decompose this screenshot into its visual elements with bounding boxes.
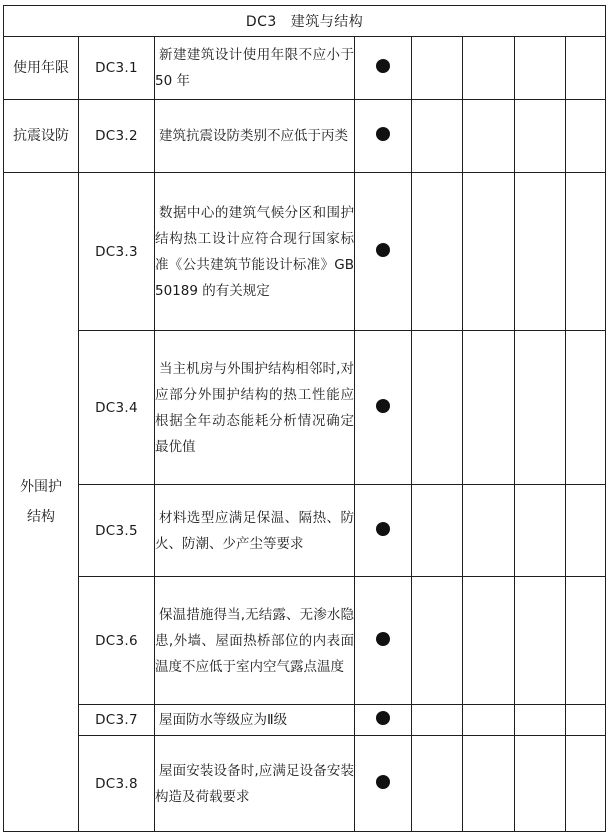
requirement-text: 材料选型应满足保温、隔热、防火、防潮、少产尘等要求 xyxy=(155,485,355,577)
table-row xyxy=(4,705,606,736)
empty-cell xyxy=(412,736,463,832)
empty-cell xyxy=(515,485,566,577)
section-code: DC3 xyxy=(245,14,277,30)
table-row xyxy=(4,736,606,832)
item-code: DC3.7 xyxy=(79,705,155,736)
empty-cell xyxy=(463,577,515,705)
empty-cell xyxy=(515,577,566,705)
mark-cell xyxy=(355,485,412,577)
empty-cell xyxy=(412,577,463,705)
item-code: DC3.8 xyxy=(79,736,155,832)
mark-cell xyxy=(355,705,412,736)
empty-cell xyxy=(412,331,463,485)
empty-cell xyxy=(566,37,606,100)
empty-cell xyxy=(412,100,463,173)
empty-cell xyxy=(412,37,463,100)
empty-cell xyxy=(463,485,515,577)
category-seismic: 抗震设防 xyxy=(4,100,79,173)
empty-cell xyxy=(566,331,606,485)
mark-cell xyxy=(355,100,412,173)
empty-cell xyxy=(515,100,566,173)
empty-cell xyxy=(515,736,566,832)
mark-cell xyxy=(355,173,412,331)
empty-cell xyxy=(412,173,463,331)
empty-cell xyxy=(566,736,606,832)
required-dot-icon xyxy=(376,399,390,413)
empty-cell xyxy=(463,331,515,485)
empty-cell xyxy=(566,173,606,331)
section-name: 建筑与结构 xyxy=(290,14,364,30)
empty-cell xyxy=(463,705,515,736)
item-code: DC3.3 xyxy=(79,173,155,331)
category-envelope-line1: 外围护 xyxy=(20,479,62,495)
table-row xyxy=(4,485,606,577)
mark-cell xyxy=(355,37,412,100)
requirement-text: 数据中心的建筑气候分区和围护结构热工设计应符合现行国家标准《公共建筑节能设计标准》GB 50189 的有关规定 xyxy=(155,173,355,331)
empty-cell xyxy=(515,37,566,100)
empty-cell xyxy=(566,485,606,577)
required-dot-icon xyxy=(376,522,390,536)
required-dot-icon xyxy=(376,243,390,257)
requirements-table xyxy=(3,5,606,832)
item-code: DC3.2 xyxy=(79,100,155,173)
required-dot-icon xyxy=(376,632,390,646)
required-dot-icon xyxy=(376,711,390,725)
requirement-text: 建筑抗震设防类别不应低于丙类 xyxy=(155,100,355,173)
empty-cell xyxy=(463,100,515,173)
empty-cell xyxy=(566,577,606,705)
table-row xyxy=(4,100,606,173)
category-envelope xyxy=(4,173,79,832)
required-dot-icon xyxy=(376,127,390,141)
required-dot-icon xyxy=(376,775,390,789)
requirement-text: 屋面安装设备时,应满足设备安装构造及荷载要求 xyxy=(155,736,355,832)
mark-cell xyxy=(355,577,412,705)
empty-cell xyxy=(515,331,566,485)
empty-cell xyxy=(515,173,566,331)
item-code: DC3.5 xyxy=(79,485,155,577)
table-row xyxy=(4,173,606,331)
requirement-text: 新建建筑设计使用年限不应小于 50 年 xyxy=(155,37,355,100)
item-code: DC3.6 xyxy=(79,577,155,705)
section-title xyxy=(4,6,606,37)
item-code: DC3.4 xyxy=(79,331,155,485)
empty-cell xyxy=(515,705,566,736)
empty-cell xyxy=(566,705,606,736)
table-row xyxy=(4,331,606,485)
mark-cell xyxy=(355,736,412,832)
category-envelope-line2: 结构 xyxy=(27,509,55,525)
mark-cell xyxy=(355,331,412,485)
empty-cell xyxy=(463,37,515,100)
empty-cell xyxy=(412,485,463,577)
requirement-text: 保温措施得当,无结露、无渗水隐患,外墙、屋面热桥部位的内表面温度不应低于室内空气露点温度 xyxy=(155,577,355,705)
table-row xyxy=(4,37,606,100)
category-service-life: 使用年限 xyxy=(4,37,79,100)
item-code: DC3.1 xyxy=(79,37,155,100)
empty-cell xyxy=(463,736,515,832)
empty-cell xyxy=(566,100,606,173)
required-dot-icon xyxy=(376,59,390,73)
empty-cell xyxy=(412,705,463,736)
table-row xyxy=(4,577,606,705)
table-header-row xyxy=(4,6,606,37)
requirement-text: 当主机房与外围护结构相邻时,对应部分外围护结构的热工性能应根据全年动态能耗分析情况确定最优值 xyxy=(155,331,355,485)
requirement-text: 屋面防水等级应为Ⅱ级 xyxy=(155,705,355,736)
empty-cell xyxy=(463,173,515,331)
